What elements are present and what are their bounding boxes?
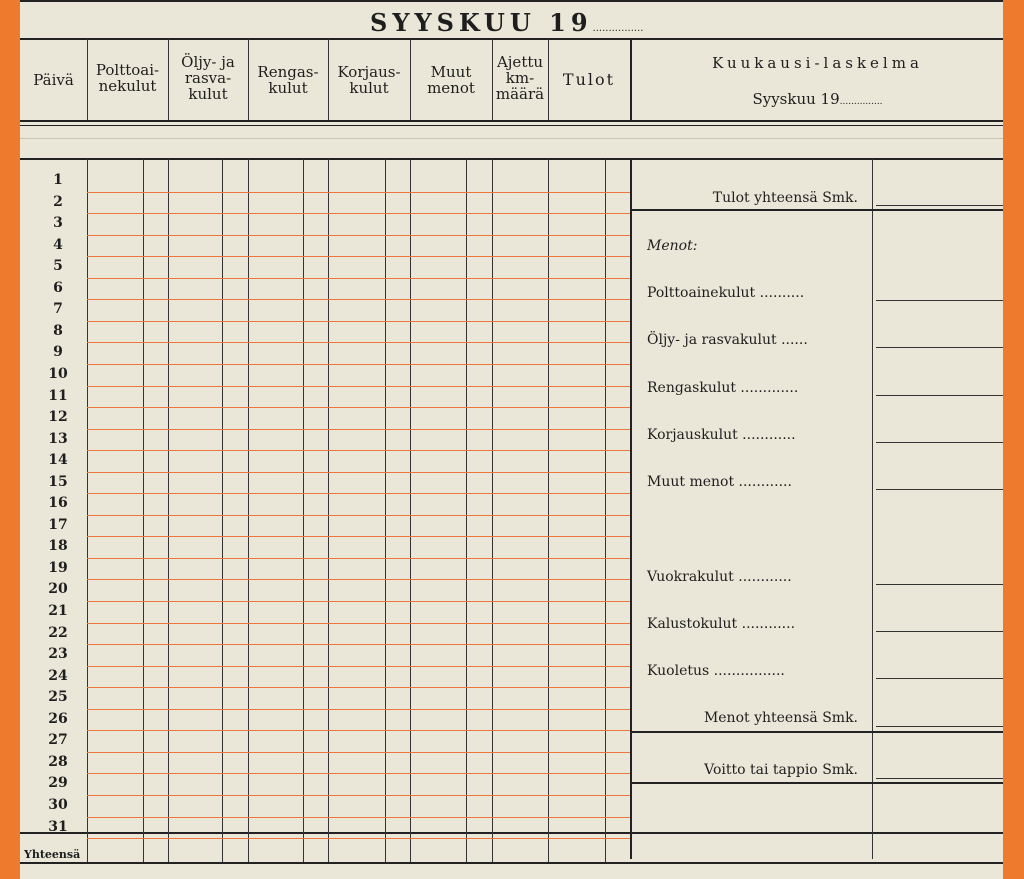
monthly-title: Kuukausi-laskelma bbox=[712, 54, 923, 72]
monthly-subtitle-blank: ............... bbox=[839, 97, 883, 107]
day-row-line bbox=[87, 601, 630, 602]
day-number: 21 bbox=[48, 603, 68, 619]
day-number: 10 bbox=[48, 366, 68, 382]
day-row-line bbox=[87, 213, 630, 214]
day-number: 12 bbox=[48, 409, 68, 425]
expense-item-dots: ................ bbox=[709, 663, 785, 679]
header-divider bbox=[87, 39, 88, 120]
expense-item-label bbox=[647, 616, 795, 632]
expense-item-label bbox=[647, 285, 804, 301]
day-number: 29 bbox=[48, 775, 68, 791]
day-number: 14 bbox=[48, 452, 68, 468]
monthly-subtitle bbox=[632, 90, 1003, 108]
col-paiva-header: Päivä bbox=[33, 71, 74, 89]
day-number: 17 bbox=[48, 517, 68, 533]
day-number: 31 bbox=[48, 819, 68, 835]
day-number: 8 bbox=[53, 323, 63, 339]
day-number: 25 bbox=[48, 689, 68, 705]
col-ajettu-header: Ajettu km- määrä bbox=[495, 53, 545, 103]
header-divider bbox=[328, 39, 329, 120]
col-oljy-header: Öljy- ja rasva- kulut bbox=[181, 53, 235, 103]
ledger-sheet bbox=[20, 0, 1003, 879]
day-row-line bbox=[87, 342, 630, 343]
header-divider bbox=[248, 39, 249, 120]
header-divider bbox=[492, 39, 493, 120]
page-title bbox=[370, 8, 643, 37]
expense-item-label bbox=[647, 427, 796, 443]
day-number: 20 bbox=[48, 581, 68, 597]
expense-item-label bbox=[647, 663, 785, 679]
day-row-line bbox=[87, 472, 630, 473]
day-row-line bbox=[87, 623, 630, 624]
expense-item-dots: ............ bbox=[734, 474, 792, 490]
grid-divider bbox=[303, 159, 304, 862]
header-divider bbox=[410, 39, 411, 120]
expense-item-label bbox=[647, 380, 798, 396]
day-row-line bbox=[87, 256, 630, 257]
col-muut-header: Muut menot bbox=[427, 63, 475, 97]
expense-item-name: Kuoletus bbox=[647, 663, 710, 679]
title-text: SYYSKUU 19 bbox=[370, 8, 593, 37]
day-row-line bbox=[87, 773, 630, 774]
day-row-line bbox=[87, 278, 630, 279]
total-bottom-rule bbox=[20, 862, 1003, 864]
day-row-line bbox=[87, 536, 630, 537]
expense-item-dots: ............ bbox=[737, 427, 796, 443]
amount-column-divider bbox=[872, 159, 873, 859]
day-row-line bbox=[87, 407, 630, 408]
day-row-line bbox=[87, 192, 630, 193]
expense-amount-line bbox=[876, 300, 1003, 301]
profit-loss-label: Voitto tai tappio Smk. bbox=[704, 762, 858, 778]
col-tulot-header: Tulot bbox=[562, 70, 616, 89]
day-number: 3 bbox=[53, 215, 63, 231]
total-row-label: Yhteensä bbox=[24, 848, 81, 861]
expense-item-dots: ............ bbox=[737, 616, 796, 632]
grid-divider bbox=[168, 159, 169, 862]
day-number: 5 bbox=[53, 258, 63, 274]
day-row-line bbox=[87, 558, 630, 559]
grid-divider bbox=[385, 159, 386, 862]
expense-amount-line bbox=[876, 678, 1003, 679]
expense-item-label bbox=[647, 569, 792, 585]
fold-line bbox=[20, 138, 1003, 139]
profit-loss-amount-line bbox=[876, 778, 1003, 779]
monthly-subtitle-text: Syyskuu 19 bbox=[752, 90, 840, 108]
grid-divider bbox=[466, 159, 467, 862]
day-row-line bbox=[87, 579, 630, 580]
header-bottom-rule-2 bbox=[20, 125, 1003, 126]
grid-divider bbox=[410, 159, 411, 862]
day-row-line bbox=[87, 687, 630, 688]
expenses-total-rule bbox=[630, 731, 1003, 733]
income-total-label: Tulot yhteensä Smk. bbox=[712, 190, 858, 206]
expense-amount-line bbox=[876, 395, 1003, 396]
day-number: 23 bbox=[48, 646, 68, 662]
expense-amount-line bbox=[876, 347, 1003, 348]
day-number: 1 bbox=[53, 172, 63, 188]
day-number: 13 bbox=[48, 431, 68, 447]
day-number: 15 bbox=[48, 474, 68, 490]
expense-item-label bbox=[647, 474, 792, 490]
expense-item-dots: ...... bbox=[776, 332, 808, 348]
grid-divider bbox=[143, 159, 144, 862]
day-row-line bbox=[87, 752, 630, 753]
header-divider bbox=[548, 39, 549, 120]
expense-item-name: Polttoainekulut bbox=[647, 285, 756, 301]
day-number: 26 bbox=[48, 711, 68, 727]
day-number: 2 bbox=[53, 194, 63, 210]
day-row-line bbox=[87, 386, 630, 387]
day-row-line bbox=[87, 493, 630, 494]
expense-item-name: Öljy- ja rasvakulut bbox=[647, 332, 777, 348]
day-row-line bbox=[87, 321, 630, 322]
expense-amount-line bbox=[876, 584, 1003, 585]
day-number: 27 bbox=[48, 732, 68, 748]
top-rule bbox=[20, 0, 1003, 2]
expense-item-name: Vuokrakulut bbox=[647, 569, 734, 585]
expense-item-name: Muut menot bbox=[647, 474, 735, 490]
day-number: 22 bbox=[48, 625, 68, 641]
day-number: 18 bbox=[48, 538, 68, 554]
header-divider-main bbox=[630, 39, 632, 120]
day-number: 24 bbox=[48, 668, 68, 684]
expense-item-dots: ............. bbox=[735, 380, 799, 396]
expense-amount-line bbox=[876, 489, 1003, 490]
day-row-line bbox=[87, 450, 630, 451]
expenses-heading: Menot: bbox=[647, 238, 698, 254]
day-number: 19 bbox=[48, 560, 68, 576]
expenses-total-label: Menot yhteensä Smk. bbox=[703, 710, 858, 726]
expense-item-dots: ............ bbox=[733, 569, 792, 585]
day-row-line bbox=[87, 709, 630, 710]
day-number: 6 bbox=[53, 280, 63, 296]
day-row-line bbox=[87, 838, 630, 839]
expense-item-name: Korjauskulut bbox=[647, 427, 738, 443]
income-total-rule bbox=[630, 209, 1003, 211]
grid-divider bbox=[248, 159, 249, 862]
expense-amount-line bbox=[876, 631, 1003, 632]
expense-item-name: Kalustokulut bbox=[647, 616, 738, 632]
grid-divider bbox=[328, 159, 329, 862]
grid-divider-main bbox=[630, 159, 632, 859]
header-divider bbox=[168, 39, 169, 120]
day-row-line bbox=[87, 795, 630, 796]
day-number: 16 bbox=[48, 495, 68, 511]
day-row-line bbox=[87, 666, 630, 667]
expense-item-name: Rengaskulut bbox=[647, 380, 736, 396]
grid-divider bbox=[492, 159, 493, 862]
day-row-line bbox=[87, 235, 630, 236]
col-polttoaine-header: Polttoai- nekulut bbox=[95, 61, 160, 95]
day-row-line bbox=[87, 299, 630, 300]
expense-amount-line bbox=[876, 442, 1003, 443]
day-row-line bbox=[87, 730, 630, 731]
day-row-line bbox=[87, 429, 630, 430]
expenses-total-amount-line bbox=[876, 726, 1003, 727]
expense-item-label bbox=[647, 332, 808, 348]
grid-divider bbox=[548, 159, 549, 862]
day-row-line bbox=[87, 364, 630, 365]
grid-divider bbox=[222, 159, 223, 862]
header-bottom-rule bbox=[20, 120, 1003, 122]
day-row-line bbox=[87, 817, 630, 818]
day-number: 28 bbox=[48, 754, 68, 770]
day-row-line bbox=[87, 644, 630, 645]
day-number: 7 bbox=[53, 301, 63, 317]
day-number: 11 bbox=[48, 388, 68, 404]
day-row-line bbox=[87, 515, 630, 516]
profit-loss-rule bbox=[630, 782, 1003, 784]
day-number: 9 bbox=[53, 344, 63, 360]
col-korjaus-header: Korjaus- kulut bbox=[337, 63, 401, 97]
day-number: 30 bbox=[48, 797, 68, 813]
income-total-amount-line bbox=[876, 205, 1003, 206]
grid-divider bbox=[605, 159, 606, 862]
col-rengas-header: Rengas- kulut bbox=[257, 63, 319, 97]
day-number: 4 bbox=[53, 237, 63, 253]
title-year-blank: ................ bbox=[592, 23, 644, 34]
expense-item-dots: .......... bbox=[755, 285, 805, 301]
